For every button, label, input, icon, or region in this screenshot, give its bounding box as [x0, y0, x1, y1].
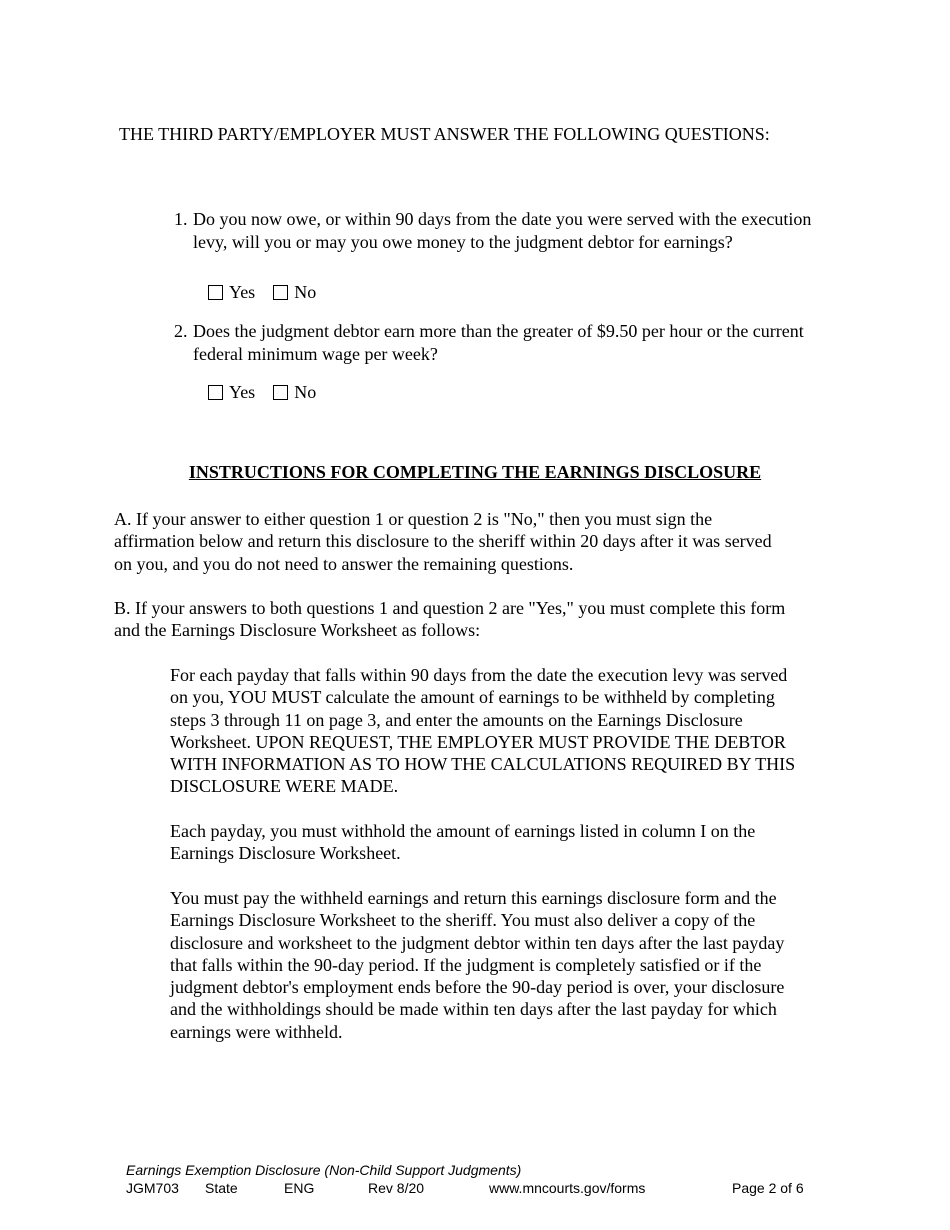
paragraph-line: on you, and you do not need to answer the remaining questions. [114, 553, 574, 574]
question-2-no-option[interactable] [273, 382, 316, 403]
checkbox[interactable] [273, 385, 288, 400]
paragraph-line: A. If your answer to either question 1 or question 2 is "No," then you must sign the [114, 509, 713, 529]
question-line: federal minimum wage per week? [193, 344, 438, 364]
question-text [193, 208, 811, 254]
instruction-pay-and-return [170, 887, 835, 1043]
footer-jurisdiction: State [205, 1180, 238, 1196]
paragraph-line: For each payday that falls within 90 days from the date the execution levy was served [170, 665, 788, 685]
paragraph-line: judgment debtor's employment ends before the 90-day period is over, your disclosure [170, 977, 785, 998]
section-header: THE THIRD PARTY/EMPLOYER MUST ANSWER THE FOLLOWING QUESTIONS: [119, 124, 770, 144]
paragraph-line: DISCLOSURE WERE MADE. [170, 776, 399, 797]
footer-revision: Rev 8/20 [368, 1180, 425, 1196]
paragraph-line: and the Earnings Disclosure Worksheet as follows: [114, 620, 481, 641]
question-line: levy, will you or may you owe money to the judgment debtor for earnings? [193, 232, 733, 252]
question-1-yes-option[interactable] [208, 282, 255, 303]
paragraph-a [114, 508, 814, 575]
footer-page-number: Page 2 of 6 [732, 1180, 804, 1196]
paragraph-line: Worksheet. UPON REQUEST, THE EMPLOYER MUST PROVIDE THE DEBTOR [170, 731, 786, 752]
instruction-calculate [170, 664, 835, 798]
question-number: 2. [174, 321, 188, 341]
question-1-no-option[interactable] [273, 282, 316, 303]
instructions-title: INSTRUCTIONS FOR COMPLETING THE EARNINGS DISCLOSURE [188, 462, 762, 482]
checkbox[interactable] [273, 285, 288, 300]
option-label: Yes [229, 382, 256, 402]
question-1-choices [208, 282, 334, 303]
footer-url[interactable]: www.mncourts.gov/forms [489, 1180, 646, 1196]
checkbox[interactable] [208, 285, 223, 300]
paragraph-line: on you, YOU MUST calculate the amount of earnings to be withheld by completing [170, 687, 775, 708]
paragraph-line: that falls within the 90-day period. If the judgment is completely satisfied or if the [170, 954, 762, 975]
paragraph-line: WITH INFORMATION AS TO HOW THE CALCULATIONS REQUIRED BY THIS [170, 754, 796, 775]
question-line: Do you now owe, or within 90 days from the date you were served with the execution [193, 209, 812, 229]
question-line: Does the judgment debtor earn more than the greater of $9.50 per hour or the current [193, 321, 804, 341]
paragraph-line: Each payday, you must withhold the amount of earnings listed in column I on the [170, 821, 756, 841]
paragraph-line: earnings were withheld. [170, 1021, 343, 1042]
paragraph-line: Earnings Disclosure Worksheet. [170, 843, 401, 864]
footer-form-code: JGM703 [126, 1180, 179, 1196]
paragraph-line: affirmation below and return this disclosure to the sheriff within 20 days after it was served [114, 531, 772, 552]
footer-form-title: Earnings Exemption Disclosure (Non-Child Support Judgments) [126, 1162, 522, 1178]
paragraph-line: and the withholdings should be made within ten days after the last payday for which [170, 999, 777, 1020]
paragraph-line: steps 3 through 11 on page 3, and enter the amounts on the Earnings Disclosure [170, 709, 743, 730]
paragraph-line: Earnings Disclosure Worksheet to the sheriff. You must also deliver a copy of the [170, 910, 756, 931]
question-number: 1. [174, 209, 188, 229]
question-2-choices [208, 382, 334, 403]
paragraph-b [114, 597, 834, 642]
paragraph-line: B. If your answers to both questions 1 and question 2 are "Yes," you must complete this form [114, 598, 786, 618]
footer-language: ENG [284, 1180, 315, 1196]
option-label: Yes [229, 282, 256, 302]
instruction-withhold [170, 820, 835, 865]
paragraph-line: disclosure and worksheet to the judgment debtor within ten days after the last payday [170, 932, 785, 953]
question-2-yes-option[interactable] [208, 382, 255, 403]
question-text [193, 320, 804, 366]
checkbox[interactable] [208, 385, 223, 400]
option-label: No [294, 282, 317, 302]
footer [0, 1180, 950, 1198]
paragraph-line: You must pay the withheld earnings and return this earnings disclosure form and the [170, 888, 777, 908]
option-label: No [294, 382, 317, 402]
